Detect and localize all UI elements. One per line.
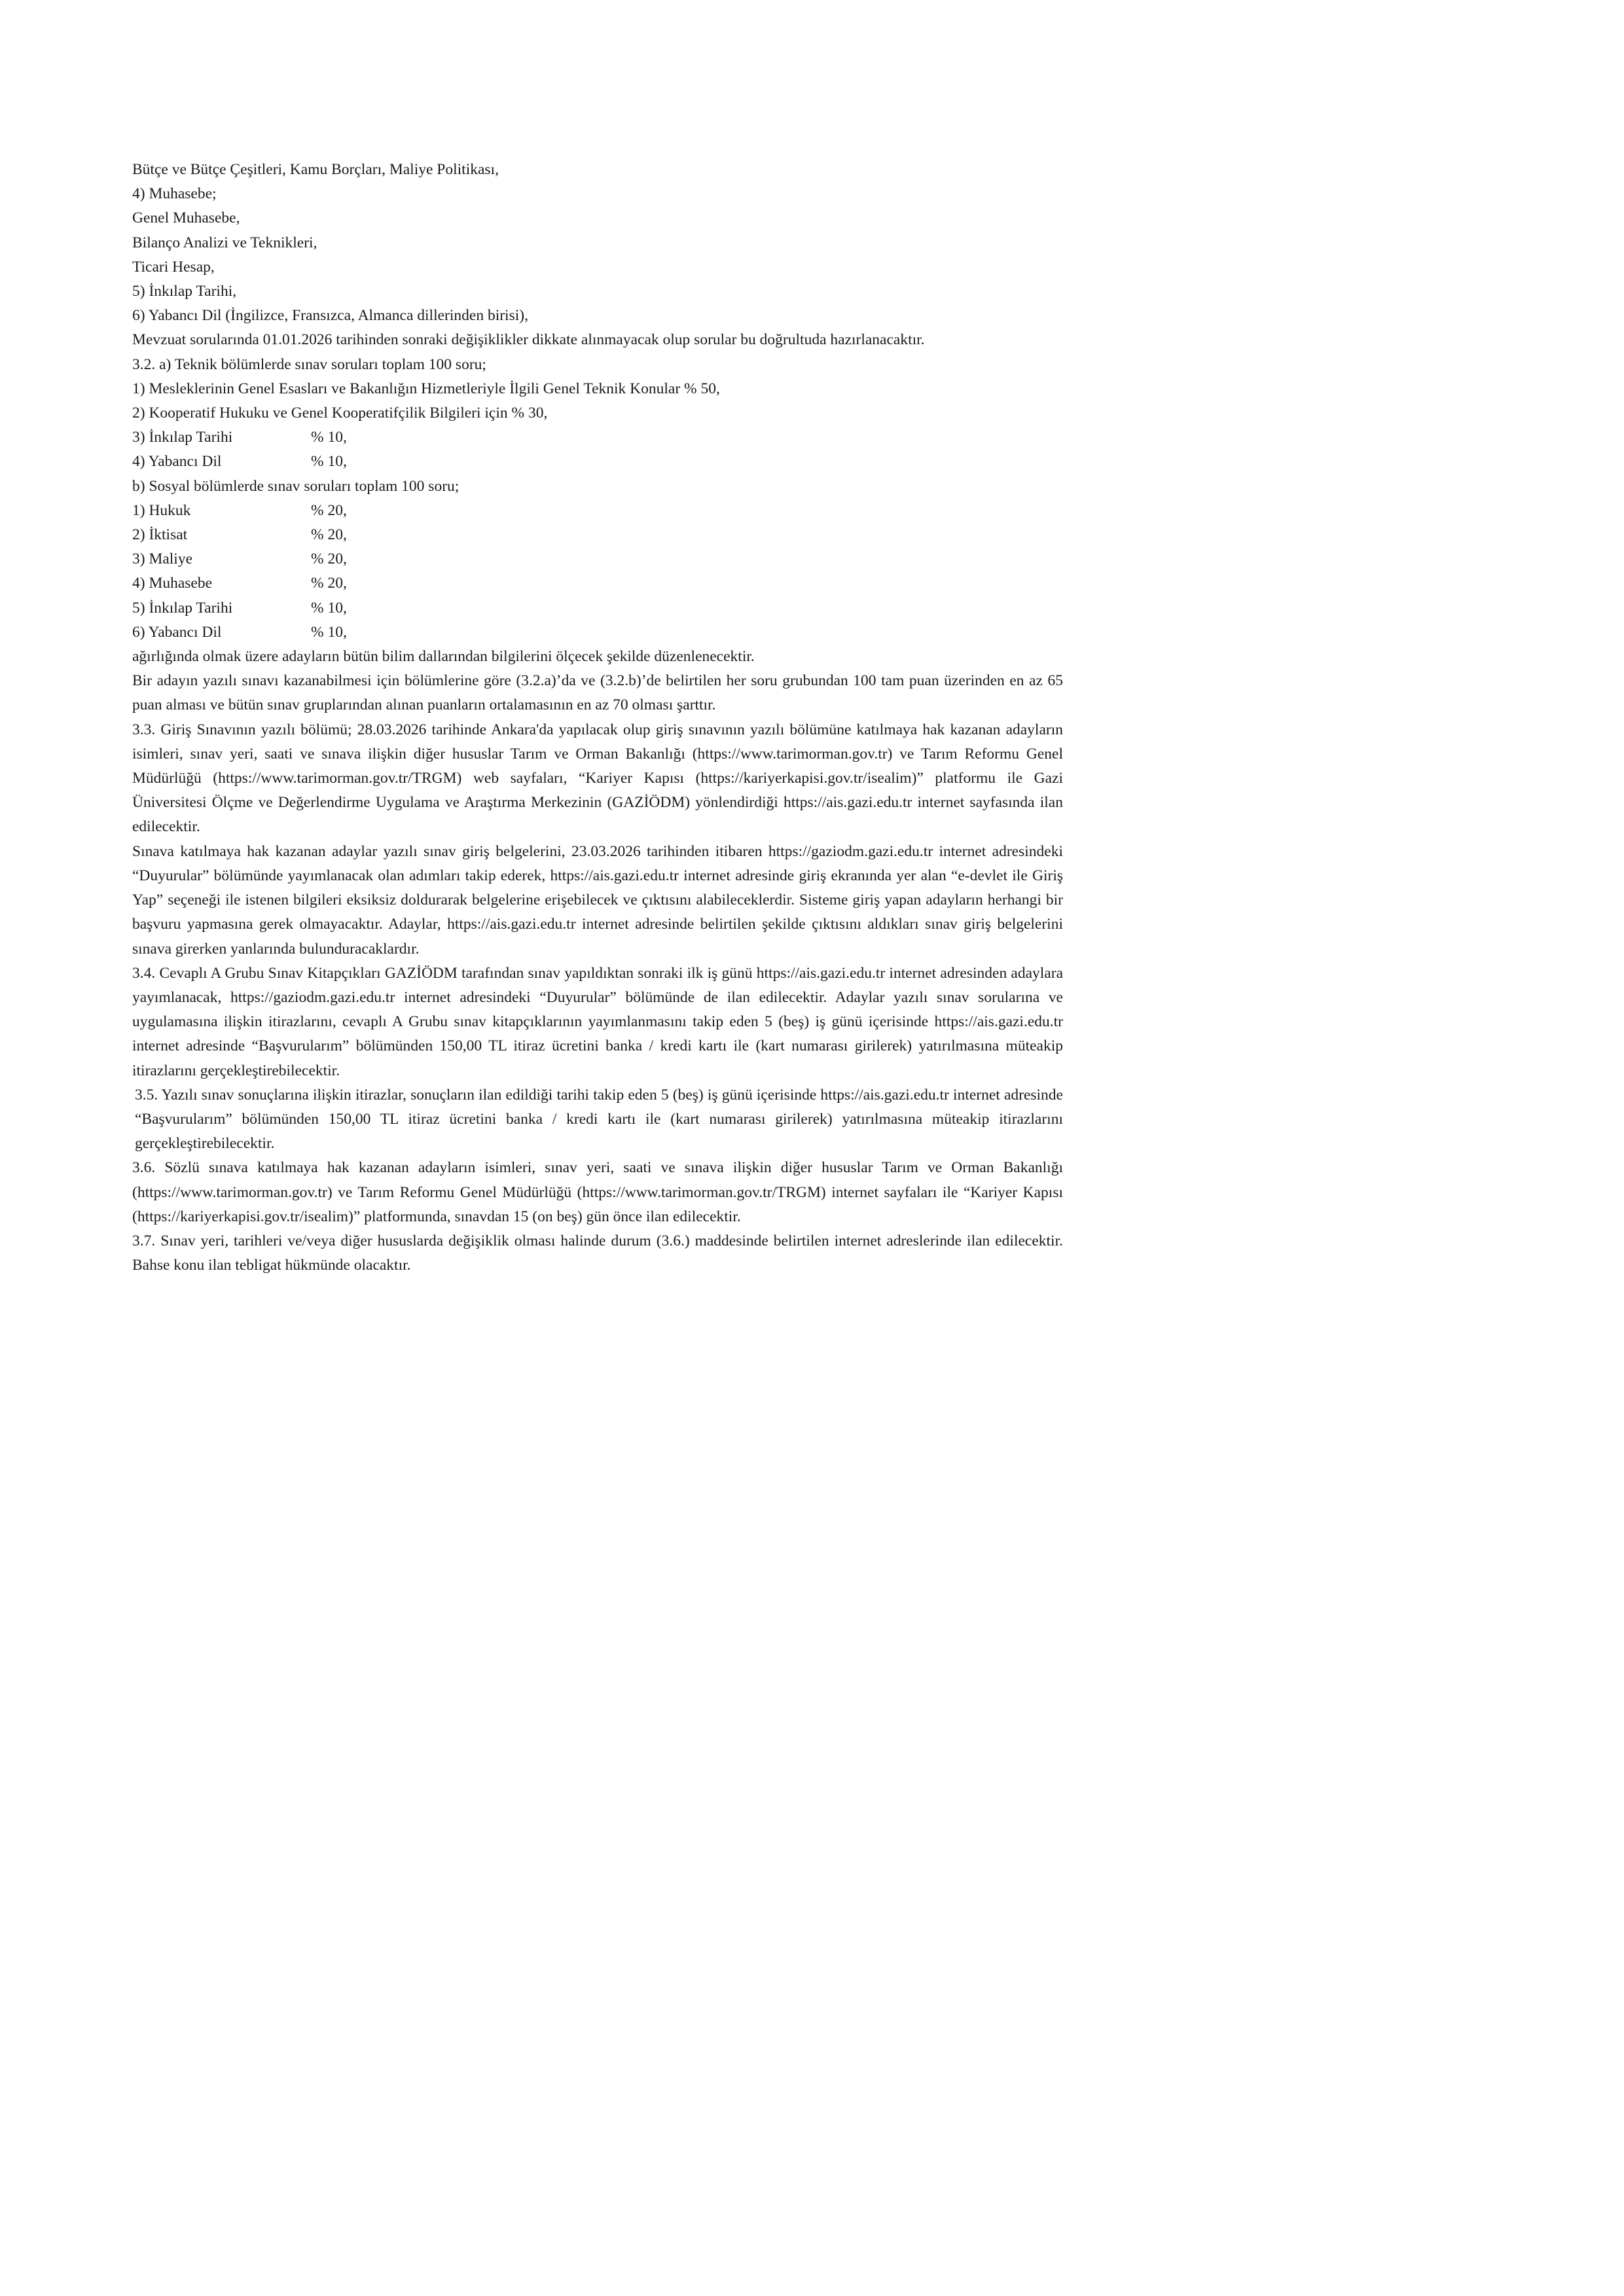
weight-label: 5) İnkılap Tarihi [132,599,233,617]
weight-label: 6) Yabancı Dil [132,623,222,641]
weight-row [132,499,1063,523]
text-line: 4) Muhasebe; [132,185,217,203]
weight-row [132,547,1063,571]
weight-row [132,620,1063,645]
weight-label: 3) İnkılap Tarihi [132,429,233,446]
text-line: 6) Yabancı Dil (İngilizce, Fransızca, Almanca dillerinden birisi), [132,307,528,325]
weight-value: % 10, [311,599,347,617]
paragraph-3-6: 3.6. Sözlü sınava katılmaya hak kazanan adayların isimleri, sınav yeri, saati ve sınava ilişkin diğer hususlar Tarım ve Orman Bakanlığı (https://www.tarimorman.gov.tr) ve Tarım Reformu Genel Müdürlüğü (https://www.tarimorman.gov.tr/TRGM) internet sayfaları ile “Kariyer Kapısı (https://kariyerkapisi.gov.tr/isealim)” platformunda, sınavdan 15 (on beş) gün önce ilan edilecektir. [132,1159,1063,1225]
text-line: Ticari Hesap, [132,258,215,276]
paragraph-3-3: 3.3. Giriş Sınavının yazılı bölümü; 28.03.2026 tarihinde Ankara'da yapılacak olup giriş sınavının yazılı bölümüne katılmaya hak kazanan adayların isimleri, sınav yeri, saati ve sınava ilişkin diğer hususlar Tarım ve Orman Bakanlığı (https://www.tarimorman.gov.tr) ve Tarım Reformu Genel Müdürlüğü (https://www.tarimorman.gov.tr/TRGM) web sayfaları, “Kariyer Kapısı (https://kariyerkapisi.gov.tr/isealim)” platformu ile Gazi Üniversitesi Ölçme ve Değerlendirme Uygulama ve Araştırma Merkezinin (GAZİÖDM) yönlendirdiği https://ais.gazi.edu.tr internet sayfasında ilan edilecektir. [132,721,1063,836]
weight-label: 4) Yabancı Dil [132,453,222,471]
weight-label: 2) İktisat [132,526,188,544]
weight-value: % 20, [311,526,347,544]
weight-value: % 10, [311,623,347,641]
weight-row [132,571,1063,596]
paragraph-puan: Bir adayın yazılı sınavı kazanabilmesi için bölümlerine göre (3.2.a)’da ve (3.2.b)’de belirtilen her soru grubundan 100 tam puan üzerinden en az 65 puan alması ve bütün sınav gruplarından alınan puanların ortalamasının en az 70 olması şarttır. [132,672,1063,714]
section-heading-3-2-b: b) Sosyal bölümlerde sınav soruları toplam 100 soru; [132,477,460,495]
text-line: Bütçe ve Bütçe Çeşitleri, Kamu Borçları, Maliye Politikası, [132,161,499,178]
weight-row [132,596,1063,620]
weight-label: 1) Hukuk [132,501,191,519]
weight-value: % 10, [311,429,347,446]
text-line: ağırlığında olmak üzere adayların bütün bilim dallarından bilgilerini ölçecek şekilde düzenlenecektir. [132,648,755,666]
document-body [132,158,1063,1278]
weight-label: 3) Maliye [132,550,193,568]
text-line: 5) İnkılap Tarihi, [132,283,237,300]
weight-row [132,450,1063,474]
text-line: Genel Muhasebe, [132,209,240,227]
text-line: Bilanço Analizi ve Teknikleri, [132,234,317,251]
weight-value: % 20, [311,550,347,568]
weight-value: % 10, [311,453,347,471]
paragraph-3-4: 3.4. Cevaplı A Grubu Sınav Kitapçıkları GAZİÖDM tarafından sınav yapıldıktan sonraki ilk iş günü https://ais.gazi.edu.tr internet adresinden adaylara yayımlanacak, https://gaziodm.gazi.edu.tr internet adresindeki “Duyurular” bölümünde de ilan edilecektir. Adaylar yazılı sınav sorularına ve uygulamasına ilişkin itirazlarını, cevaplı A Grubu sınav kitapçıklarının yayımlanmasını takip eden 5 (beş) iş günü içerisinde https://ais.gazi.edu.tr internet adresinde “Başvurularım” bölümünden 150,00 TL itiraz ücretini banka / kredi kartı ile (kart numarası girilerek) yatırılmasına müteakip itirazlarını gerçekleştirebilecektir. [132,964,1063,1079]
paragraph-3-7: 3.7. Sınav yeri, tarihleri ve/veya diğer hususlarda değişiklik olması halinde durum (3.6.) maddesinde belirtilen internet adreslerinde ilan edilecektir. Bahse konu ilan tebligat hükmünde olacaktır. [132,1232,1063,1274]
weight-label: 4) Muhasebe [132,575,213,592]
paragraph-3-5: 3.5. Yazılı sınav sonuçlarına ilişkin itirazlar, sonuçların ilan edildiği tarihi takip eden 5 (beş) iş günü içerisinde https://ais.gazi.edu.tr internet adresinde “Başvurularım” bölümünden 150,00 TL itiraz ücretini banka / kredi kartı ile (kart numarası girilerek) yatırılmasına müteakip itirazlarını gerçekleştirebilecektir. [135,1086,1063,1153]
paragraph-giris-belgesi: Sınava katılmaya hak kazanan adaylar yazılı sınav giriş belgelerini, 23.03.2026 tarihinden itibaren https://gaziodm.gazi.edu.tr internet adresindeki “Duyurular” bölümünde yayımlanacak olan adımları takip ederek, https://ais.gazi.edu.tr internet adresinde giriş ekranında yer alan “e-devlet ile Giriş Yap” seçeneği ile istenen bilgileri eksiksiz doldurarak belgelerine erişebilecek ve çıktısını alabileceklerdir. Sisteme giriş yapan adayların herhangi bir başvuru yapmasına gerek olmayacaktır. Adaylar, https://ais.gazi.edu.tr internet adresinde belirtilen şekilde çıktısını aldıkları sınav giriş belgelerini sınava girerken yanlarında bulunduracaklardır. [132,842,1063,958]
weight-row [132,523,1063,547]
weight-value: % 20, [311,501,347,519]
text-line: 1) Mesleklerinin Genel Esasları ve Bakanlığın Hizmetleriyle İlgili Genel Teknik Konular % 50, [132,380,720,397]
paragraph-mevzuat: Mevzuat sorularında 01.01.2026 tarihinden sonraki değişiklikler dikkate alınmayacak olup sorular bu doğrultuda hazırlanacaktır. [132,331,925,349]
text-line: 2) Kooperatif Hukuku ve Genel Kooperatifçilik Bilgileri için % 30, [132,404,548,422]
section-heading-3-2-a: 3.2. a) Teknik bölümlerde sınav soruları toplam 100 soru; [132,355,486,373]
weight-value: % 20, [311,575,347,592]
weight-row [132,425,1063,450]
